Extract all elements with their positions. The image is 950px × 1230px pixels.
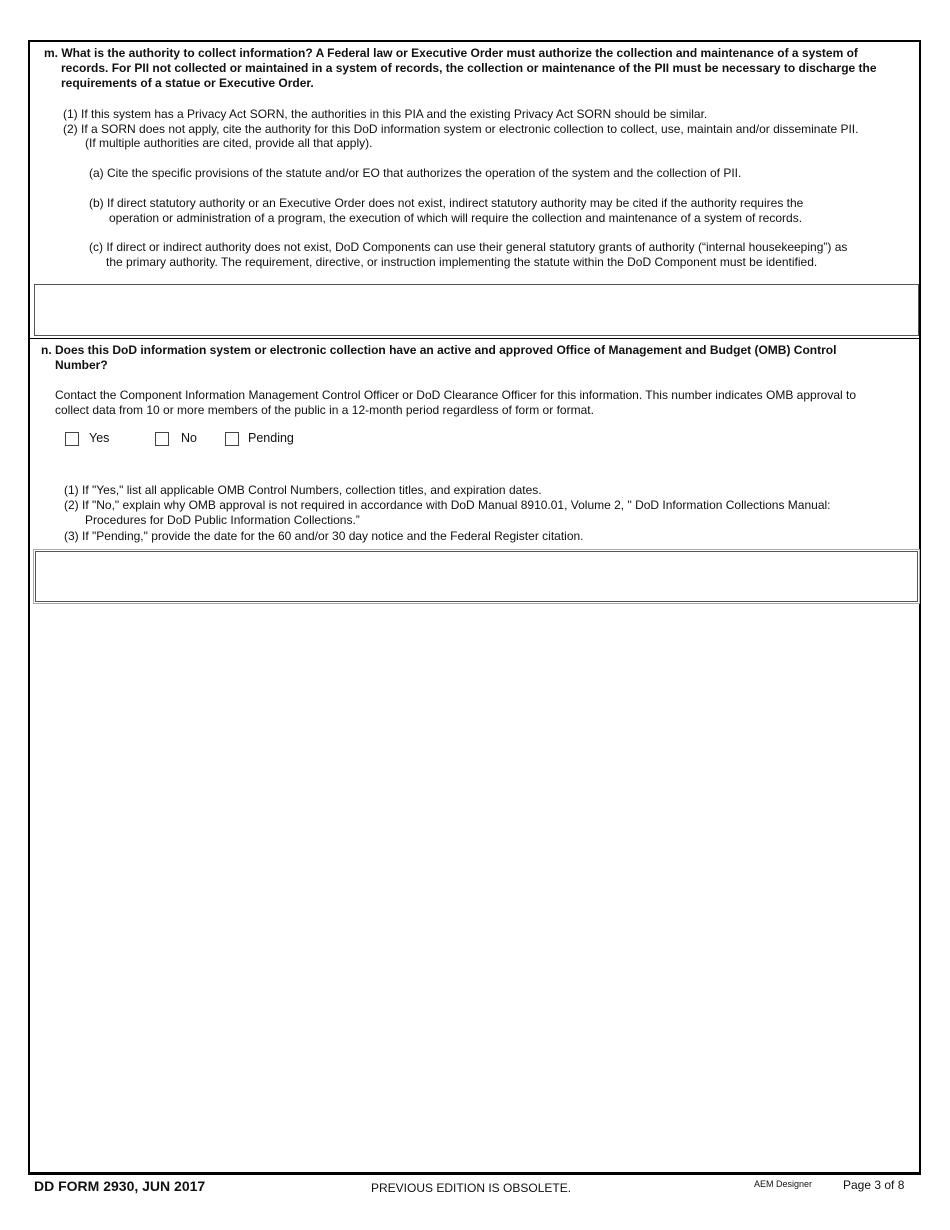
designer-credit: AEM Designer — [754, 1179, 813, 1189]
section-m-heading-line-2: records. For PII not collected or maintained in a system of records, the collection or maintenance of the PII must be necessary to discharge the — [61, 61, 877, 75]
section-n-item-3: (3) If "Pending," provide the date for the 60 and/or 30 day notice and the Federal Register citation. — [64, 529, 584, 543]
section-m-item-c-line-2: the primary authority. The requirement, directive, or instruction implementing the statute within the DoD Component must be identified. — [106, 255, 818, 269]
omb-pending-checkbox[interactable] — [225, 432, 239, 446]
section-n-response-outline — [33, 549, 920, 604]
omb-no-checkbox[interactable] — [155, 432, 169, 446]
section-m-heading-line-1: m. What is the authority to collect information? A Federal law or Executive Order must authorize the collection and maintenance of a system of — [44, 46, 858, 60]
section-m-item-c-line-1: (c) If direct or indirect authority does not exist, DoD Components can use their general statutory grants of authority (“internal housekeeping”) as — [89, 240, 848, 254]
section-m-item-b-line-2: operation or administration of a program, the execution of which will require the collection and maintenance of a system of records. — [109, 211, 803, 225]
section-n-contact-line-1: Contact the Component Information Management Control Officer or DoD Clearance Officer for this information. This number indicates OMB approval to — [55, 388, 857, 402]
omb-yes-checkbox[interactable] — [65, 432, 79, 446]
section-n-heading-line-2: Number? — [55, 358, 108, 372]
omb-pending-label: Pending — [248, 431, 294, 445]
page-number: Page 3 of 8 — [843, 1178, 905, 1192]
section-n-item-1: (1) If "Yes," list all applicable OMB Control Numbers, collection titles, and expiration dates. — [64, 483, 542, 497]
form-identifier: DD FORM 2930, JUN 2017 — [34, 1178, 206, 1194]
section-n-contact-line-2: collect data from 10 or more members of the public in a 12-month period regardless of form or format. — [55, 403, 594, 417]
section-n-heading-line-1: n. Does this DoD information system or electronic collection have an active and approved Office of Management and Budget (OMB) Control — [41, 343, 837, 357]
form-page-frame — [28, 40, 921, 1175]
previous-edition-notice: PREVIOUS EDITION IS OBSOLETE. — [371, 1181, 572, 1195]
section-m-item-a: (a) Cite the specific provisions of the statute and/or EO that authorizes the operation of the system and the collection of PII. — [89, 166, 742, 180]
section-m-item-2-line-2: (If multiple authorities are cited, provide all that apply). — [85, 136, 373, 150]
section-m-item-2-line-1: (2) If a SORN does not apply, cite the authority for this DoD information system or electronic collection to collect, use, maintain and/or disseminate PII. — [63, 122, 859, 136]
omb-yes-label: Yes — [89, 431, 110, 445]
section-n-item-2-line-2: Procedures for DoD Public Information Collections.” — [85, 513, 360, 527]
omb-no-label: No — [181, 431, 197, 445]
section-m-item-1: (1) If this system has a Privacy Act SORN, the authorities in this PIA and the existing Privacy Act SORN should be similar. — [63, 107, 708, 121]
section-m-item-b-line-1: (b) If direct statutory authority or an Executive Order does not exist, indirect statutory authority may be cited if the authority requires the — [89, 196, 804, 210]
section-m-authority-response-field[interactable] — [34, 284, 919, 336]
section-divider — [30, 338, 919, 339]
section-n-item-2-line-1: (2) If "No," explain why OMB approval is not required in accordance with DoD Manual 8910.01, Volume 2, " DoD Information Collections Manual: — [64, 498, 831, 512]
section-n-omb-response-field[interactable] — [35, 551, 918, 602]
section-m-heading-line-3: requirements of a statue or Executive Order. — [61, 76, 314, 90]
